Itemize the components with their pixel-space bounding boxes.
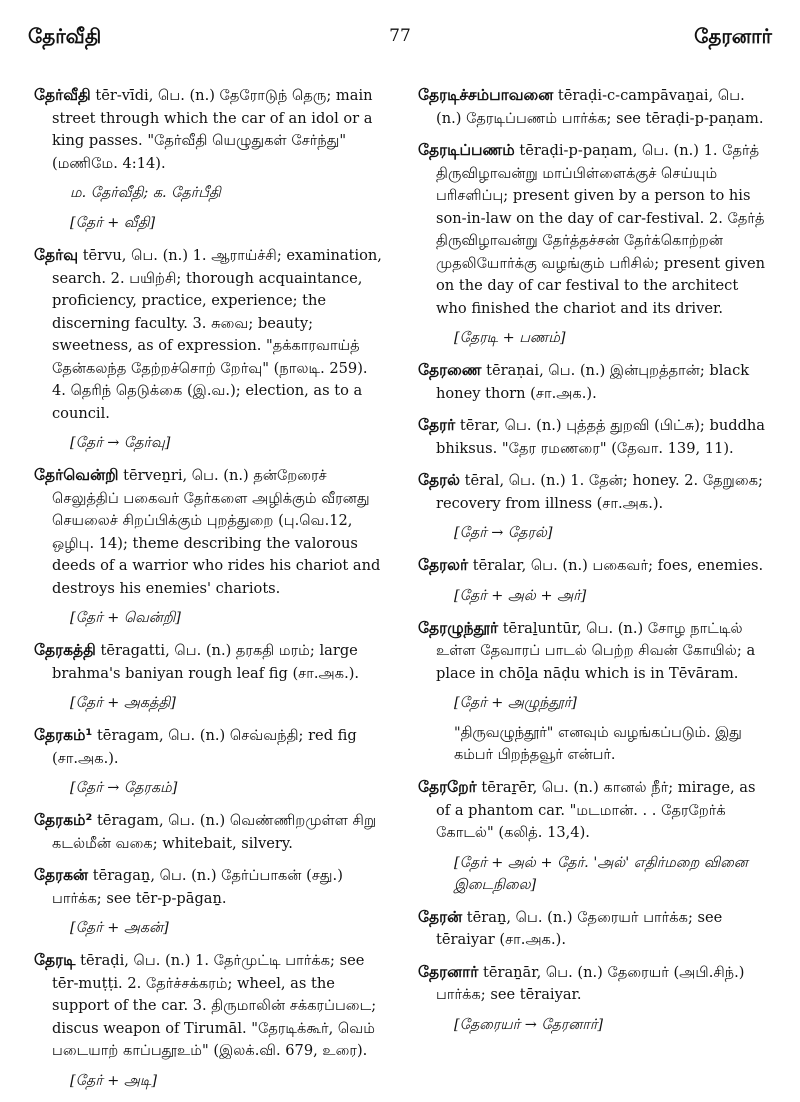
entry-text: tēr-vīdi, பெ. (n.) தேரோடுந் தெரு; main street through which the car of an idol or a king passes. "தேர்வீதி யெழுதுகள் சேர்ந்து" (மணிமே. 4:14). bbox=[52, 87, 373, 172]
entry-teragatti bbox=[34, 639, 382, 714]
entry-text: tēraṟēr, பெ. (n.) கானல் நீர்; mirage, as of a phantom car. "மடமான். . . தேரறேர்க் கோடல்" (கலித். 13,4). bbox=[436, 779, 756, 841]
headword: தேரடி bbox=[34, 951, 76, 969]
entry-teral bbox=[418, 469, 766, 544]
headword: தேர்வென்றி bbox=[34, 466, 119, 484]
etymology: [தேர் + அகன்] bbox=[70, 920, 169, 936]
entry-text: tēragaṉ, பெ. (n.) தேர்ப்பாகன் (சது.) பார்க்க; see tēr-p-pāgaṉ. bbox=[52, 867, 343, 907]
etymology: [தேர் + அல் + அர்] bbox=[454, 587, 587, 604]
entry-teranar bbox=[418, 961, 766, 1036]
entry-teranai bbox=[418, 359, 766, 405]
entry-teradi-c-campavanai bbox=[418, 84, 766, 130]
entry-teradi bbox=[34, 949, 382, 1092]
entry-teragam-1 bbox=[34, 724, 382, 799]
etymology: [தேரையர் → தேரனார்] bbox=[454, 1016, 603, 1033]
headword: தேரகத்தி bbox=[34, 641, 96, 659]
entry-text: tērveṉri, பெ. (n.) தன்றேரைச் செலுத்திப் பகைவர் தேர்களை அழிக்கும் வீரனது செயலைச் சிறப்பிக்கும் புறத்துறை (பு.வெ.12, ஒழிபு. 14); theme describing the valorous deeds of a warrior who rides his chariot and destroys his enemies' chariots. bbox=[52, 467, 381, 597]
etymology: [தேர் + அடி] bbox=[70, 1072, 157, 1089]
etymology: [தேரடி + பணம்] bbox=[454, 330, 566, 346]
usage-note: "திருவழுந்தூர்" எனவும் வழங்கப்படும். இது கம்பர் பிறந்தவூர் என்பர். bbox=[454, 725, 742, 763]
headword: தேரகம்² bbox=[34, 811, 93, 829]
entry-text: tēralar, பெ. (n.) பகைவர்; foes, enemies. bbox=[472, 557, 764, 574]
etymology: [தேர் → தேரல்] bbox=[454, 525, 553, 541]
entry-terventri bbox=[34, 464, 382, 629]
entry-teran bbox=[418, 906, 766, 952]
cognate-line: ம. தேர்வீதி; க. தேர்பீதி bbox=[70, 185, 221, 201]
headword: தேரடிப்பணம் bbox=[418, 141, 515, 159]
etymology: [தேர் + வீதி] bbox=[70, 215, 156, 231]
running-head-left: தேர்வீதி bbox=[28, 24, 102, 48]
entry-terar bbox=[418, 414, 766, 460]
entry-text: tēragam, பெ. (n.) செவ்வந்தி; red fig (சா.அக.). bbox=[52, 727, 357, 767]
headword: தேரணை bbox=[418, 361, 482, 379]
headword: தேரல் bbox=[418, 471, 460, 489]
entry-text: tēraṇai, பெ. (n.) இன்புறத்தான்; black honey thorn (சா.அக.). bbox=[436, 362, 750, 402]
headword: தேரர் bbox=[418, 416, 456, 434]
headword: தேரகம்¹ bbox=[34, 726, 93, 744]
entry-text: tēraṉ, பெ. (n.) தேரையர் பார்க்க; see tēraiyar (சா.அக.). bbox=[436, 908, 723, 948]
etymology: [தேர் → தேர்வு] bbox=[70, 435, 171, 451]
etymology: [தேர் + அல் + தேர். 'அல்' எதிர்மறை வினை இடைநிலை] bbox=[454, 854, 748, 893]
entry-teradi-p-panam bbox=[418, 139, 766, 349]
headword: தேரலர் bbox=[418, 556, 469, 574]
left-column bbox=[34, 84, 382, 1102]
running-head-right: தேரனார் bbox=[694, 24, 772, 48]
etymology: [தேர் + அழுந்தூர்] bbox=[454, 695, 577, 711]
headword: தேர்வு bbox=[34, 246, 79, 264]
entry-teralar bbox=[418, 554, 766, 607]
entry-text: tēragatti, பெ. (n.) தரகதி மரம்; large brahma's baniyan rough leaf fig (சா.அக.). bbox=[52, 642, 360, 682]
page-number: 77 bbox=[389, 26, 411, 46]
entry-text: tēragam, பெ. (n.) வெண்ணிறமுள்ள சிறு கடல்மீன் வகை; whitebait, silvery. bbox=[52, 812, 377, 852]
entry-text: tēral, பெ. (n.) 1. தேன்; honey. 2. தேறுகை; recovery from illness (சா.அக.). bbox=[436, 472, 763, 512]
etymology: [தேர் + வென்றி] bbox=[70, 610, 181, 626]
headword: தேரடிச்சம்பாவனை bbox=[418, 86, 554, 104]
entry-text: tēraḻuntūr, பெ. (n.) சோழ நாட்டில் உள்ள தேவாரப் பாடல் பெற்ற சிவன் கோயில்; a place in chōḻa nāḍu which is in Tēvāram. bbox=[436, 619, 756, 682]
entry-ter-vidi bbox=[34, 84, 382, 234]
entry-text: tēraṉār, பெ. (n.) தேரையர் (அபி.சிந்.) பார்க்க; see tēraiyar. bbox=[436, 963, 745, 1003]
headword: தேரன் bbox=[418, 907, 463, 926]
entry-text: tēraḍi-c-campāvaṉai, பெ. (n.) தேரடிப்பணம் பார்க்க; see tēraḍi-p-paṇam. bbox=[436, 87, 764, 127]
entry-terarer bbox=[418, 776, 766, 896]
entry-teragam-2 bbox=[34, 809, 382, 855]
entry-teragan bbox=[34, 864, 382, 939]
headword: தேரழுந்தூர் bbox=[418, 618, 499, 637]
page-header bbox=[28, 16, 772, 56]
entry-text: tēraḍi-p-paṇam, பெ. (n.) 1. தேர்த் திருவிழாவன்று மாப்பிள்ளைக்குச் செய்யும் பரிசளிப்பு; present given by a person to his son-in-law on the day of car-festival. 2. தேர்த் திருவிழாவன்று தேர்த்தச்சன் தேர்க்கொற்றன் முதலியோர்க்கு வழங்கும் பரிசில்; present given on the day of car festival to the architect who finished the chariot and its driver. bbox=[436, 142, 766, 317]
etymology: [தேர் + அகத்தி] bbox=[70, 695, 176, 711]
headword: தேர்வீதி bbox=[34, 86, 91, 104]
headword: தேரகன் bbox=[34, 866, 89, 884]
right-column bbox=[418, 84, 766, 1046]
etymology: [தேர் → தேரகம்] bbox=[70, 780, 178, 796]
headword: தேரனார் bbox=[418, 962, 479, 981]
headword: தேரறேர் bbox=[418, 778, 477, 796]
entry-text: tērvu, பெ. (n.) 1. ஆராய்ச்சி; examination, search. 2. பயிற்சி; thorough acquaintance, proficiency, practice, experience; the discerning faculty. 3. சுவை; beauty; sweetness, as of expression. "தக்காரவாய்த் தேன்கலந்த தேற்றச்சொற் றேர்வு" (நாலடி. 259). 4. தெரிந் தெடுக்கை (இ.வ.); election, as to a council. bbox=[52, 247, 382, 422]
entry-tervu bbox=[34, 244, 382, 454]
entry-text: tēraḍi, பெ. (n.) 1. தேர்முட்டி பார்க்க; see tēr-muṭṭi. 2. தேர்ச்சக்கரம்; wheel, as the support of the car. 3. திருமாலின் சக்கரப்படை; discus weapon of Tirumāl. "தேரடிக்கூர், வெம் படையாற் காப்பதூஉம்" (இலக்.வி. 679, உரை). bbox=[52, 952, 377, 1059]
entry-text: tērar, பெ. (n.) புத்தத் துறவி (பிட்சு); buddha bhiksus. "தேர ரமணரை" (தேவா. 139, 11). bbox=[436, 417, 766, 457]
entry-teraluntur bbox=[418, 617, 766, 767]
